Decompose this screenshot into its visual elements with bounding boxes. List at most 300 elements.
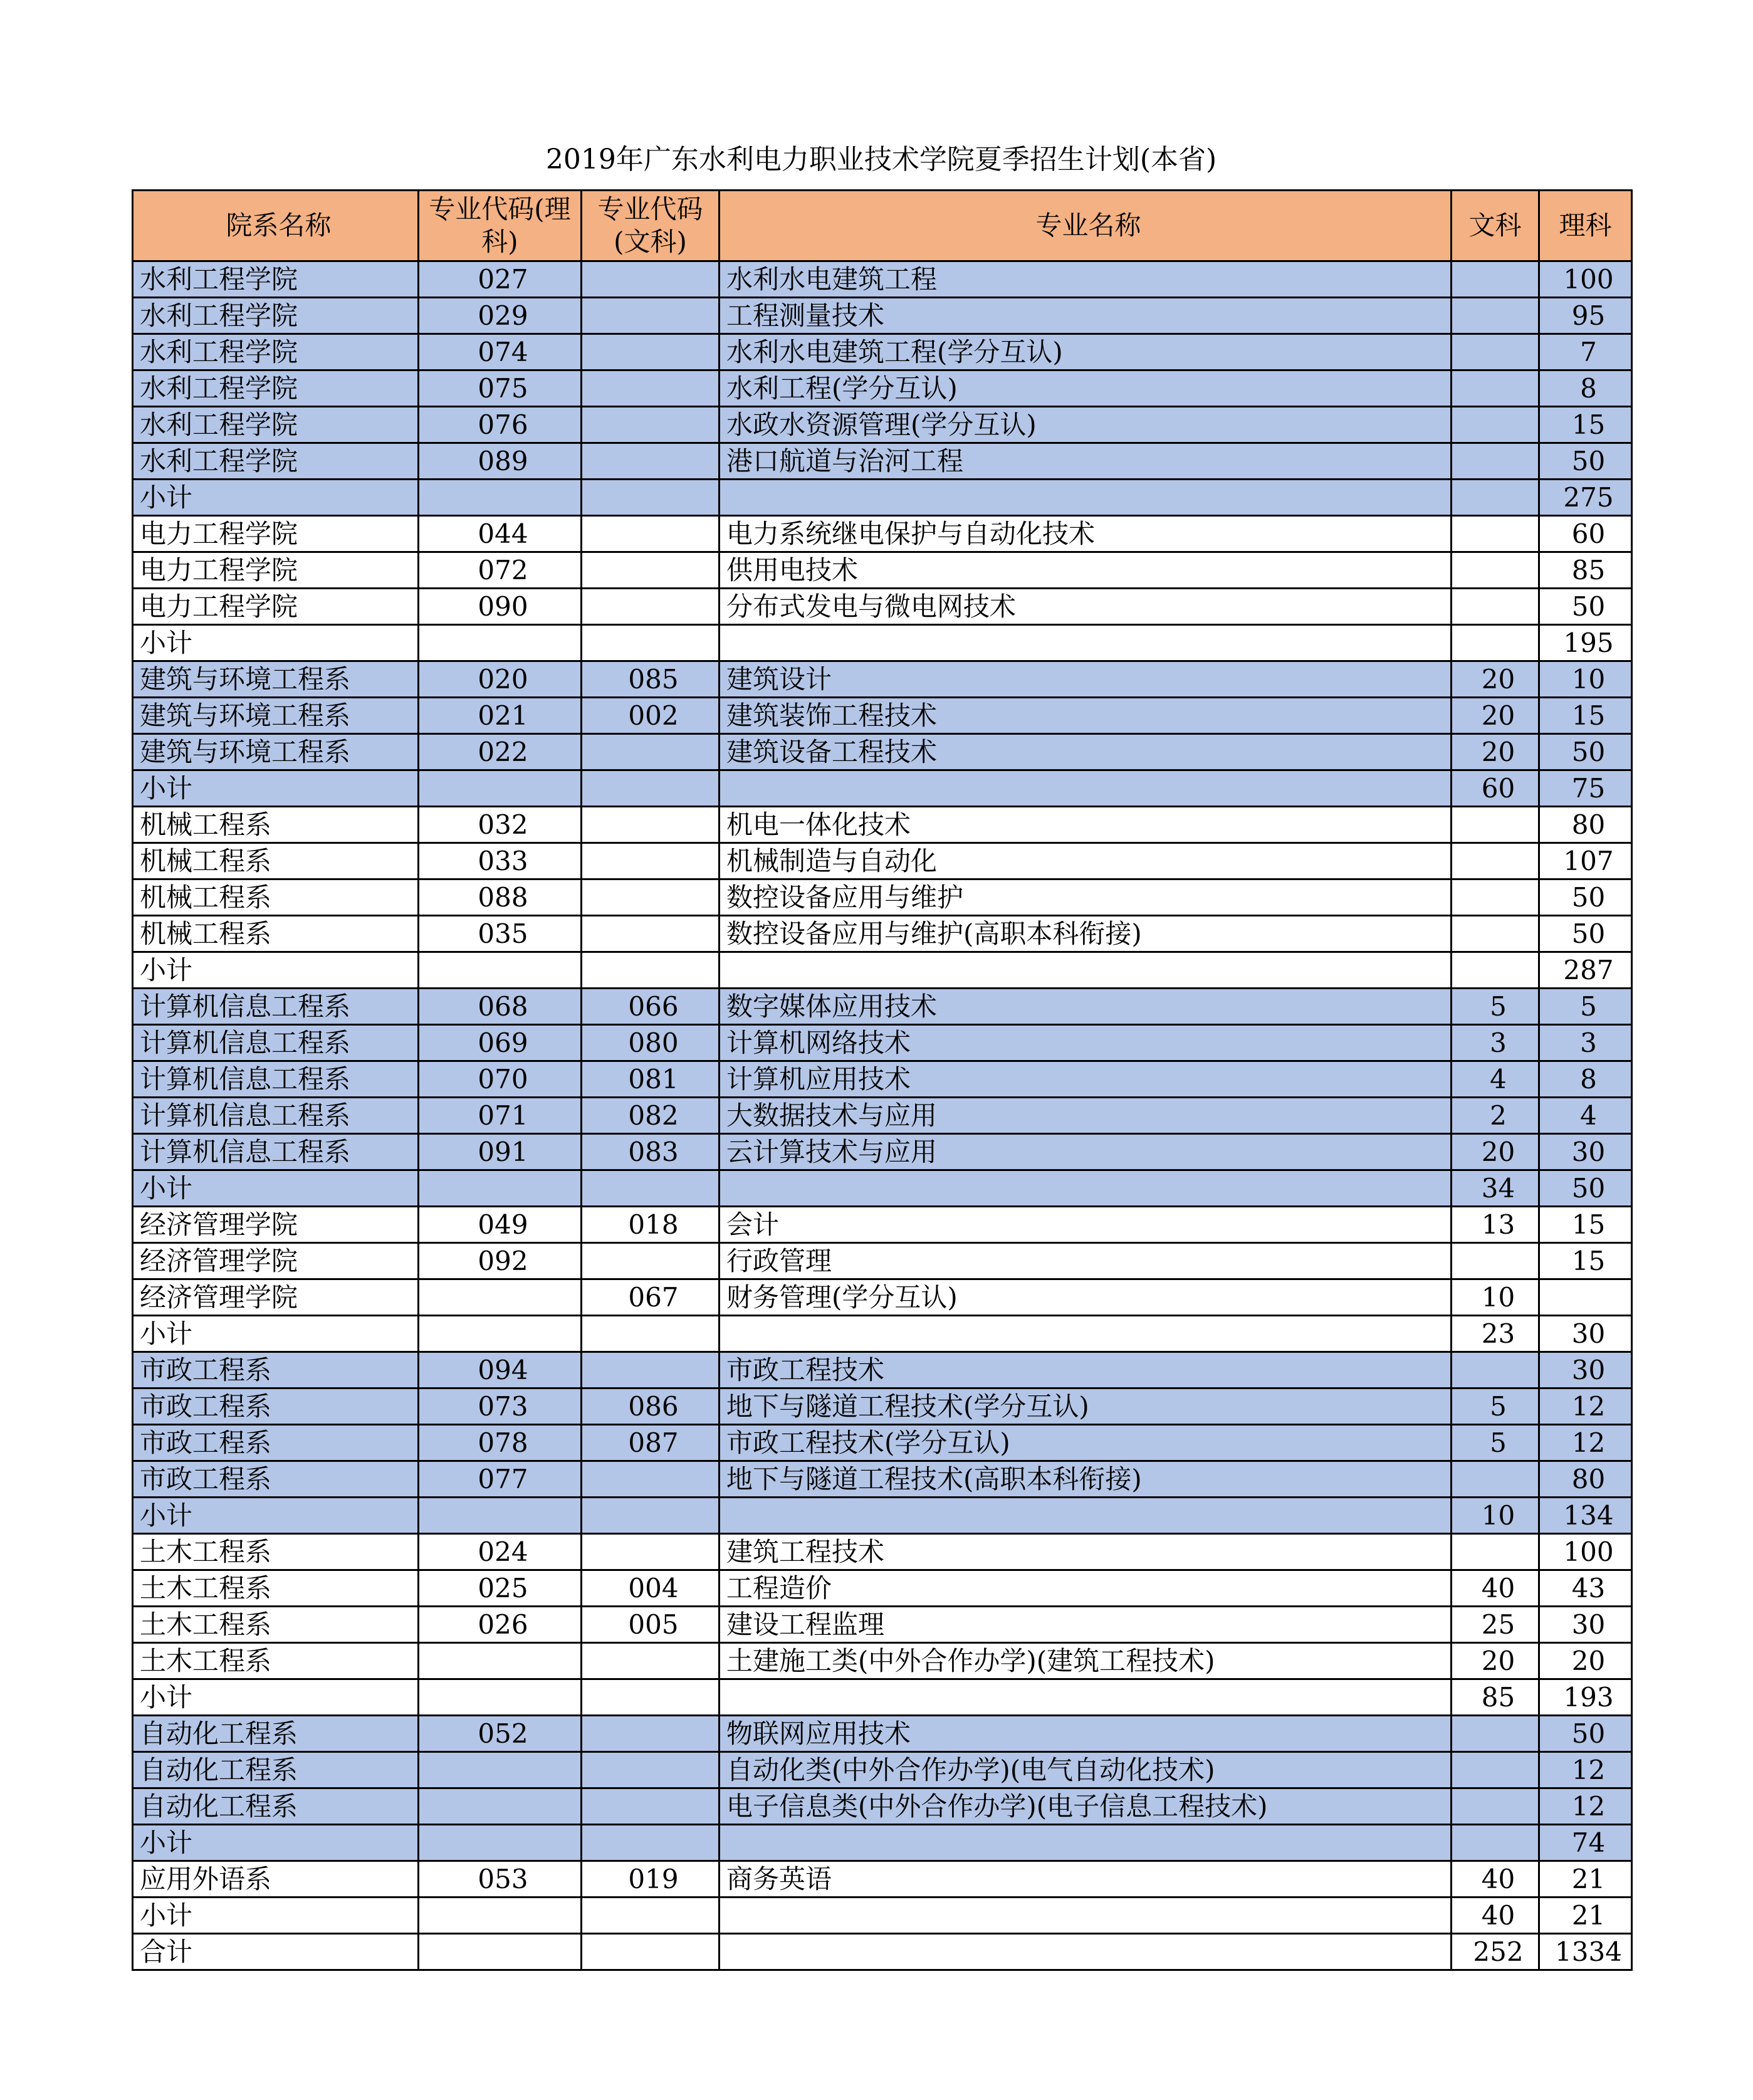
cell-arts: 10 bbox=[1452, 1279, 1539, 1316]
cell-science: 43 bbox=[1539, 1570, 1632, 1607]
cell-science: 134 bbox=[1539, 1498, 1632, 1534]
cell-department: 土木工程系 bbox=[133, 1570, 419, 1607]
cell-science: 85 bbox=[1539, 552, 1632, 589]
cell-arts: 25 bbox=[1452, 1607, 1539, 1643]
cell-major: 物联网应用技术 bbox=[720, 1716, 1452, 1752]
cell-major: 数字媒体应用技术 bbox=[720, 989, 1452, 1025]
cell-code-arts bbox=[582, 334, 720, 370]
cell-major bbox=[720, 1825, 1452, 1861]
table-row bbox=[133, 1461, 1632, 1498]
cell-major bbox=[720, 625, 1452, 661]
cell-arts: 4 bbox=[1452, 1061, 1539, 1098]
header-arts: 文科 bbox=[1452, 191, 1539, 261]
cell-code-arts bbox=[582, 1534, 720, 1570]
cell-code-science bbox=[419, 625, 582, 661]
table-row bbox=[133, 1752, 1632, 1788]
cell-arts: 20 bbox=[1452, 1134, 1539, 1170]
cell-code-arts bbox=[582, 443, 720, 480]
cell-arts: 85 bbox=[1452, 1679, 1539, 1716]
cell-department: 小计 bbox=[133, 770, 419, 807]
cell-science: 195 bbox=[1539, 625, 1632, 661]
cell-department: 计算机信息工程系 bbox=[133, 1134, 419, 1170]
cell-science: 3 bbox=[1539, 1025, 1632, 1061]
cell-code-science: 070 bbox=[419, 1061, 582, 1098]
cell-major: 水利工程(学分互认) bbox=[720, 370, 1452, 407]
cell-department: 电力工程学院 bbox=[133, 589, 419, 625]
table-row bbox=[133, 480, 1632, 516]
cell-major: 工程造价 bbox=[720, 1570, 1452, 1607]
table-row bbox=[133, 1243, 1632, 1279]
table-row bbox=[133, 261, 1632, 298]
cell-major bbox=[720, 480, 1452, 516]
cell-code-arts bbox=[582, 916, 720, 952]
cell-science: 15 bbox=[1539, 1207, 1632, 1243]
cell-science: 80 bbox=[1539, 1461, 1632, 1498]
cell-department: 建筑与环境工程系 bbox=[133, 661, 419, 698]
cell-arts bbox=[1452, 334, 1539, 370]
cell-code-arts: 082 bbox=[582, 1098, 720, 1134]
cell-code-science: 094 bbox=[419, 1352, 582, 1389]
cell-arts bbox=[1452, 807, 1539, 843]
cell-code-arts: 083 bbox=[582, 1134, 720, 1170]
cell-arts bbox=[1452, 952, 1539, 989]
cell-code-science: 071 bbox=[419, 1098, 582, 1134]
cell-code-science: 069 bbox=[419, 1025, 582, 1061]
cell-arts: 34 bbox=[1452, 1170, 1539, 1207]
table-row bbox=[133, 807, 1632, 843]
cell-arts bbox=[1452, 370, 1539, 407]
cell-science: 287 bbox=[1539, 952, 1632, 989]
table-row bbox=[133, 1389, 1632, 1425]
cell-arts bbox=[1452, 298, 1539, 334]
cell-department: 小计 bbox=[133, 1679, 419, 1716]
cell-major: 计算机网络技术 bbox=[720, 1025, 1452, 1061]
cell-code-arts: 086 bbox=[582, 1389, 720, 1425]
cell-code-arts bbox=[582, 589, 720, 625]
cell-code-science: 092 bbox=[419, 1243, 582, 1279]
cell-code-arts bbox=[582, 1825, 720, 1861]
cell-science: 50 bbox=[1539, 916, 1632, 952]
cell-department: 小计 bbox=[133, 952, 419, 989]
cell-science: 30 bbox=[1539, 1352, 1632, 1389]
cell-major: 电子信息类(中外合作办学)(电子信息工程技术) bbox=[720, 1788, 1452, 1825]
table-row bbox=[133, 1316, 1632, 1352]
table-row bbox=[133, 770, 1632, 807]
cell-code-arts bbox=[582, 1679, 720, 1716]
cell-arts: 23 bbox=[1452, 1316, 1539, 1352]
cell-science: 100 bbox=[1539, 1534, 1632, 1570]
cell-department: 市政工程系 bbox=[133, 1461, 419, 1498]
cell-code-science: 026 bbox=[419, 1607, 582, 1643]
cell-science: 20 bbox=[1539, 1643, 1632, 1679]
cell-code-arts: 087 bbox=[582, 1425, 720, 1461]
cell-science: 12 bbox=[1539, 1389, 1632, 1425]
cell-science: 4 bbox=[1539, 1098, 1632, 1134]
cell-code-arts bbox=[582, 625, 720, 661]
cell-arts bbox=[1452, 916, 1539, 952]
cell-arts bbox=[1452, 261, 1539, 298]
cell-code-arts bbox=[582, 807, 720, 843]
cell-department: 小计 bbox=[133, 1170, 419, 1207]
cell-department: 电力工程学院 bbox=[133, 552, 419, 589]
cell-major bbox=[720, 952, 1452, 989]
cell-science: 12 bbox=[1539, 1788, 1632, 1825]
cell-code-arts bbox=[582, 1498, 720, 1534]
cell-code-arts: 080 bbox=[582, 1025, 720, 1061]
cell-major: 港口航道与治河工程 bbox=[720, 443, 1452, 480]
cell-department: 计算机信息工程系 bbox=[133, 989, 419, 1025]
cell-department: 市政工程系 bbox=[133, 1352, 419, 1389]
cell-department: 自动化工程系 bbox=[133, 1716, 419, 1752]
cell-department: 小计 bbox=[133, 480, 419, 516]
table-row bbox=[133, 334, 1632, 370]
cell-code-arts bbox=[582, 1752, 720, 1788]
cell-code-arts bbox=[582, 843, 720, 879]
cell-major: 建筑设计 bbox=[720, 661, 1452, 698]
table-row bbox=[133, 1425, 1632, 1461]
table-row bbox=[133, 589, 1632, 625]
cell-department: 水利工程学院 bbox=[133, 298, 419, 334]
cell-science: 95 bbox=[1539, 298, 1632, 334]
cell-department: 电力工程学院 bbox=[133, 516, 419, 552]
table-row bbox=[133, 698, 1632, 734]
cell-major: 地下与隧道工程技术(学分互认) bbox=[720, 1389, 1452, 1425]
table-row bbox=[133, 1607, 1632, 1643]
cell-code-arts bbox=[582, 261, 720, 298]
cell-science: 30 bbox=[1539, 1134, 1632, 1170]
table-row bbox=[133, 1898, 1632, 1934]
table-row bbox=[133, 1861, 1632, 1898]
cell-science: 7 bbox=[1539, 334, 1632, 370]
cell-code-arts: 081 bbox=[582, 1061, 720, 1098]
cell-code-science: 044 bbox=[419, 516, 582, 552]
cell-code-arts: 085 bbox=[582, 661, 720, 698]
cell-code-arts: 005 bbox=[582, 1607, 720, 1643]
cell-department: 小计 bbox=[133, 1898, 419, 1934]
cell-arts bbox=[1452, 1352, 1539, 1389]
table-row bbox=[133, 989, 1632, 1025]
cell-science: 50 bbox=[1539, 443, 1632, 480]
table-row bbox=[133, 734, 1632, 770]
cell-department: 市政工程系 bbox=[133, 1425, 419, 1461]
table-header-row bbox=[133, 191, 1632, 261]
cell-science: 12 bbox=[1539, 1752, 1632, 1788]
cell-department: 水利工程学院 bbox=[133, 407, 419, 443]
cell-department: 水利工程学院 bbox=[133, 370, 419, 407]
cell-major: 工程测量技术 bbox=[720, 298, 1452, 334]
cell-arts bbox=[1452, 516, 1539, 552]
cell-arts: 40 bbox=[1452, 1861, 1539, 1898]
cell-code-arts bbox=[582, 1352, 720, 1389]
cell-arts bbox=[1452, 843, 1539, 879]
cell-arts: 40 bbox=[1452, 1898, 1539, 1934]
cell-department: 小计 bbox=[133, 625, 419, 661]
cell-science bbox=[1539, 1279, 1632, 1316]
cell-arts bbox=[1452, 625, 1539, 661]
enrollment-plan-table bbox=[132, 189, 1633, 1971]
table-body bbox=[133, 261, 1632, 1970]
cell-science: 107 bbox=[1539, 843, 1632, 879]
header-science: 理科 bbox=[1539, 191, 1632, 261]
cell-department: 机械工程系 bbox=[133, 807, 419, 843]
table-row bbox=[133, 1061, 1632, 1098]
table-row bbox=[133, 1170, 1632, 1207]
cell-arts bbox=[1452, 1243, 1539, 1279]
cell-code-science bbox=[419, 770, 582, 807]
cell-department: 经济管理学院 bbox=[133, 1243, 419, 1279]
cell-science: 50 bbox=[1539, 589, 1632, 625]
cell-arts bbox=[1452, 407, 1539, 443]
cell-code-science bbox=[419, 1752, 582, 1788]
table-row bbox=[133, 298, 1632, 334]
cell-code-science bbox=[419, 1788, 582, 1825]
cell-major bbox=[720, 1934, 1452, 1970]
table-row bbox=[133, 516, 1632, 552]
cell-major: 机械制造与自动化 bbox=[720, 843, 1452, 879]
cell-code-science bbox=[419, 1643, 582, 1679]
cell-major: 土建施工类(中外合作办学)(建筑工程技术) bbox=[720, 1643, 1452, 1679]
cell-code-arts bbox=[582, 298, 720, 334]
cell-code-arts bbox=[582, 1788, 720, 1825]
table-row bbox=[133, 1207, 1632, 1243]
table-row bbox=[133, 443, 1632, 480]
cell-code-science: 052 bbox=[419, 1716, 582, 1752]
cell-code-science: 025 bbox=[419, 1570, 582, 1607]
cell-code-arts bbox=[582, 370, 720, 407]
cell-science: 10 bbox=[1539, 661, 1632, 698]
cell-code-science: 073 bbox=[419, 1389, 582, 1425]
cell-code-science: 049 bbox=[419, 1207, 582, 1243]
cell-arts bbox=[1452, 552, 1539, 589]
cell-code-science: 090 bbox=[419, 589, 582, 625]
cell-code-science: 077 bbox=[419, 1461, 582, 1498]
cell-department: 机械工程系 bbox=[133, 879, 419, 916]
cell-code-science: 022 bbox=[419, 734, 582, 770]
cell-code-science: 033 bbox=[419, 843, 582, 879]
cell-major: 大数据技术与应用 bbox=[720, 1098, 1452, 1134]
cell-department: 土木工程系 bbox=[133, 1607, 419, 1643]
table-row bbox=[133, 1534, 1632, 1570]
cell-department: 机械工程系 bbox=[133, 843, 419, 879]
cell-department: 经济管理学院 bbox=[133, 1279, 419, 1316]
cell-department: 合计 bbox=[133, 1934, 419, 1970]
cell-department: 机械工程系 bbox=[133, 916, 419, 952]
cell-code-science: 032 bbox=[419, 807, 582, 843]
cell-code-arts: 004 bbox=[582, 1570, 720, 1607]
cell-major: 计算机应用技术 bbox=[720, 1061, 1452, 1098]
cell-arts bbox=[1452, 443, 1539, 480]
cell-code-arts bbox=[582, 480, 720, 516]
cell-code-science: 027 bbox=[419, 261, 582, 298]
cell-major bbox=[720, 1679, 1452, 1716]
table-row bbox=[133, 1570, 1632, 1607]
cell-science: 21 bbox=[1539, 1861, 1632, 1898]
cell-department: 自动化工程系 bbox=[133, 1752, 419, 1788]
cell-major bbox=[720, 1316, 1452, 1352]
cell-code-arts bbox=[582, 1243, 720, 1279]
cell-code-science bbox=[419, 1679, 582, 1716]
page-title: 2019年广东水利电力职业技术学院夏季招生计划(本省) bbox=[545, 144, 1217, 176]
cell-science: 74 bbox=[1539, 1825, 1632, 1861]
cell-code-arts: 067 bbox=[582, 1279, 720, 1316]
cell-code-arts bbox=[582, 516, 720, 552]
header-department: 院系名称 bbox=[133, 191, 419, 261]
table-row bbox=[133, 843, 1632, 879]
cell-science: 15 bbox=[1539, 1243, 1632, 1279]
cell-arts: 20 bbox=[1452, 734, 1539, 770]
cell-arts: 5 bbox=[1452, 989, 1539, 1025]
cell-arts: 60 bbox=[1452, 770, 1539, 807]
cell-code-science: 072 bbox=[419, 552, 582, 589]
table-row bbox=[133, 1279, 1632, 1316]
cell-code-arts bbox=[582, 1716, 720, 1752]
cell-science: 50 bbox=[1539, 734, 1632, 770]
cell-arts: 20 bbox=[1452, 1643, 1539, 1679]
cell-arts bbox=[1452, 589, 1539, 625]
cell-code-science: 020 bbox=[419, 661, 582, 698]
cell-code-science bbox=[419, 480, 582, 516]
cell-major: 会计 bbox=[720, 1207, 1452, 1243]
cell-science: 5 bbox=[1539, 989, 1632, 1025]
cell-major: 商务英语 bbox=[720, 1861, 1452, 1898]
cell-code-arts bbox=[582, 1170, 720, 1207]
table-row bbox=[133, 552, 1632, 589]
cell-arts bbox=[1452, 1825, 1539, 1861]
cell-major: 分布式发电与微电网技术 bbox=[720, 589, 1452, 625]
cell-code-arts: 018 bbox=[582, 1207, 720, 1243]
cell-department: 应用外语系 bbox=[133, 1861, 419, 1898]
cell-science: 30 bbox=[1539, 1316, 1632, 1352]
cell-code-arts bbox=[582, 552, 720, 589]
cell-department: 水利工程学院 bbox=[133, 334, 419, 370]
cell-major: 建筑工程技术 bbox=[720, 1534, 1452, 1570]
cell-science: 21 bbox=[1539, 1898, 1632, 1934]
header-code-arts: 专业代码(文科) bbox=[582, 191, 720, 261]
cell-science: 15 bbox=[1539, 698, 1632, 734]
cell-department: 建筑与环境工程系 bbox=[133, 698, 419, 734]
cell-code-science: 089 bbox=[419, 443, 582, 480]
cell-major: 财务管理(学分互认) bbox=[720, 1279, 1452, 1316]
cell-code-science: 053 bbox=[419, 1861, 582, 1898]
cell-code-arts bbox=[582, 770, 720, 807]
table-row bbox=[133, 952, 1632, 989]
cell-science: 12 bbox=[1539, 1425, 1632, 1461]
cell-major: 建筑设备工程技术 bbox=[720, 734, 1452, 770]
cell-department: 土木工程系 bbox=[133, 1534, 419, 1570]
cell-science: 50 bbox=[1539, 1170, 1632, 1207]
table-row bbox=[133, 1025, 1632, 1061]
cell-science: 1334 bbox=[1539, 1934, 1632, 1970]
cell-code-science: 029 bbox=[419, 298, 582, 334]
cell-major bbox=[720, 770, 1452, 807]
cell-department: 计算机信息工程系 bbox=[133, 1061, 419, 1098]
cell-major: 市政工程技术(学分互认) bbox=[720, 1425, 1452, 1461]
cell-department: 自动化工程系 bbox=[133, 1788, 419, 1825]
cell-major bbox=[720, 1498, 1452, 1534]
cell-science: 275 bbox=[1539, 480, 1632, 516]
cell-arts: 20 bbox=[1452, 698, 1539, 734]
cell-code-arts bbox=[582, 1898, 720, 1934]
table-row bbox=[133, 370, 1632, 407]
cell-code-science bbox=[419, 1825, 582, 1861]
cell-code-arts bbox=[582, 734, 720, 770]
cell-code-science bbox=[419, 1898, 582, 1934]
cell-department: 小计 bbox=[133, 1498, 419, 1534]
cell-code-science: 074 bbox=[419, 334, 582, 370]
cell-major: 供用电技术 bbox=[720, 552, 1452, 589]
cell-code-arts bbox=[582, 1316, 720, 1352]
cell-code-science bbox=[419, 1498, 582, 1534]
cell-department: 经济管理学院 bbox=[133, 1207, 419, 1243]
cell-arts: 40 bbox=[1452, 1570, 1539, 1607]
cell-science: 8 bbox=[1539, 1061, 1632, 1098]
cell-arts bbox=[1452, 1752, 1539, 1788]
header-code-science: 专业代码(理科) bbox=[419, 191, 582, 261]
cell-arts: 2 bbox=[1452, 1098, 1539, 1134]
cell-arts: 13 bbox=[1452, 1207, 1539, 1243]
cell-arts: 10 bbox=[1452, 1498, 1539, 1534]
cell-department: 计算机信息工程系 bbox=[133, 1025, 419, 1061]
cell-department: 建筑与环境工程系 bbox=[133, 734, 419, 770]
cell-major: 自动化类(中外合作办学)(电气自动化技术) bbox=[720, 1752, 1452, 1788]
cell-arts bbox=[1452, 1534, 1539, 1570]
cell-code-arts bbox=[582, 1643, 720, 1679]
cell-arts: 3 bbox=[1452, 1025, 1539, 1061]
cell-code-arts bbox=[582, 952, 720, 989]
cell-code-science bbox=[419, 1934, 582, 1970]
cell-major bbox=[720, 1170, 1452, 1207]
cell-code-science: 076 bbox=[419, 407, 582, 443]
table-row bbox=[133, 1134, 1632, 1170]
cell-major bbox=[720, 1898, 1452, 1934]
table-row bbox=[133, 1498, 1632, 1534]
cell-code-science: 088 bbox=[419, 879, 582, 916]
cell-code-arts: 019 bbox=[582, 1861, 720, 1898]
header-major: 专业名称 bbox=[720, 191, 1452, 261]
cell-major: 行政管理 bbox=[720, 1243, 1452, 1279]
cell-major: 建设工程监理 bbox=[720, 1607, 1452, 1643]
cell-arts bbox=[1452, 480, 1539, 516]
cell-code-science: 021 bbox=[419, 698, 582, 734]
cell-major: 市政工程技术 bbox=[720, 1352, 1452, 1389]
table-row bbox=[133, 1679, 1632, 1716]
cell-code-arts bbox=[582, 879, 720, 916]
cell-major: 机电一体化技术 bbox=[720, 807, 1452, 843]
cell-code-science bbox=[419, 1279, 582, 1316]
cell-science: 100 bbox=[1539, 261, 1632, 298]
table-row bbox=[133, 1825, 1632, 1861]
cell-major: 水利水电建筑工程(学分互认) bbox=[720, 334, 1452, 370]
cell-department: 水利工程学院 bbox=[133, 443, 419, 480]
cell-major: 电力系统继电保护与自动化技术 bbox=[720, 516, 1452, 552]
cell-department: 小计 bbox=[133, 1825, 419, 1861]
cell-arts: 5 bbox=[1452, 1389, 1539, 1425]
cell-department: 计算机信息工程系 bbox=[133, 1098, 419, 1134]
cell-code-science bbox=[419, 1170, 582, 1207]
table-row bbox=[133, 1934, 1632, 1970]
table-row bbox=[133, 1352, 1632, 1389]
cell-science: 80 bbox=[1539, 807, 1632, 843]
cell-code-arts: 066 bbox=[582, 989, 720, 1025]
cell-code-science: 078 bbox=[419, 1425, 582, 1461]
cell-arts bbox=[1452, 1716, 1539, 1752]
cell-science: 60 bbox=[1539, 516, 1632, 552]
table-row bbox=[133, 879, 1632, 916]
cell-arts bbox=[1452, 879, 1539, 916]
cell-code-science bbox=[419, 1316, 582, 1352]
cell-science: 193 bbox=[1539, 1679, 1632, 1716]
table-row bbox=[133, 407, 1632, 443]
